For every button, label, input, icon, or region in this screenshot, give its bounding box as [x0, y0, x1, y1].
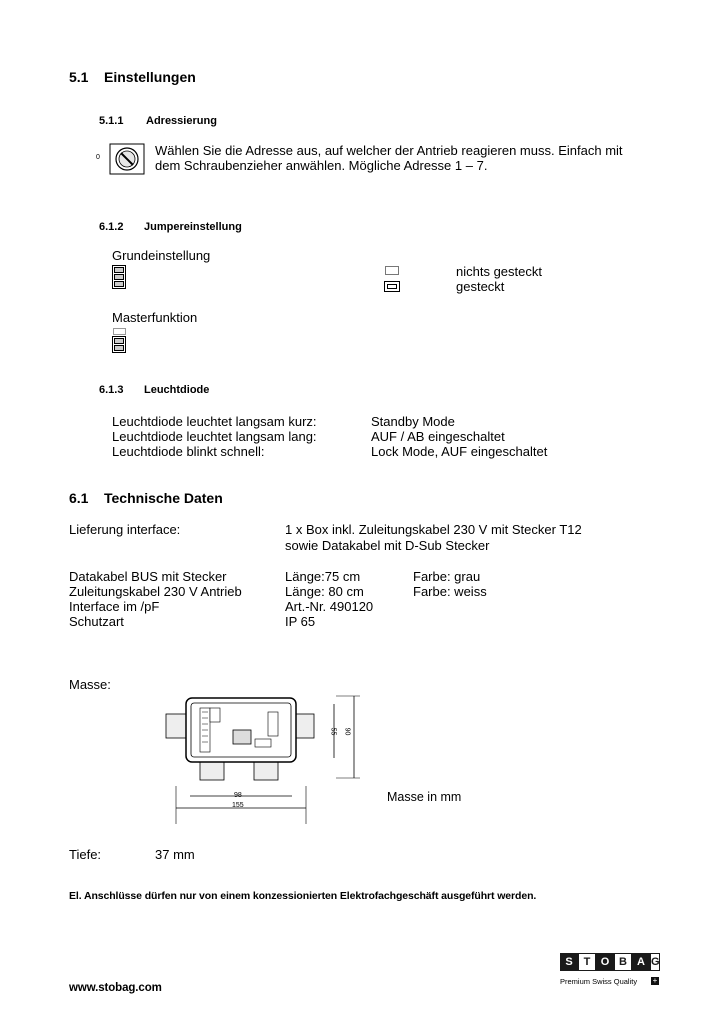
jumper-pin-icon: [114, 267, 124, 273]
subsection-number-5-1-1: 5.1.1: [99, 115, 124, 127]
spec-value: Länge:75 cm: [285, 569, 361, 584]
jumper-pin-icon: [114, 281, 124, 287]
jumper-pin-icon: [114, 338, 124, 344]
led-row-left: Leuchtdiode leuchtet langsam kurz:: [112, 414, 317, 429]
logo-letter-g: G: [650, 953, 660, 971]
spec-value: IP 65: [285, 614, 316, 629]
dimension-55: 55: [329, 727, 337, 736]
footer-url[interactable]: www.stobag.com: [69, 982, 162, 994]
logo-tagline: Premium Swiss Quality: [560, 977, 638, 986]
dial-zero-label: 0: [96, 154, 100, 161]
tiefe-value: 37 mm: [155, 847, 195, 862]
lieferung-line-1: 1 x Box inkl. Zuleitungskabel 230 V mit Stecker T12: [285, 522, 582, 537]
enclosure-drawing: [160, 690, 370, 830]
masterfunktion-label: Masterfunktion: [112, 310, 198, 325]
subsection-number-6-1-2: 6.1.2: [99, 221, 124, 233]
masse-in-mm-note: Masse in mm: [387, 790, 462, 804]
logo-letter-b: B: [614, 953, 632, 971]
address-instruction-line-2: dem Schraubenzieher anwählen. Mögliche Adresse 1 – 7.: [155, 158, 488, 173]
subsection-title-jumpereinstellung: Jumpereinstellung: [144, 221, 242, 233]
spec-label: Interface im /pF: [69, 599, 160, 614]
subsection-title-adressierung: Adressierung: [146, 115, 217, 127]
stobag-logo: [560, 953, 660, 989]
section-title-einstellungen: Einstellungen: [104, 69, 196, 85]
spec-extra: Farbe: weiss: [413, 584, 487, 599]
legend-nichts-gesteckt: nichts gesteckt: [456, 264, 542, 279]
masse-label: Masse:: [69, 677, 111, 692]
dimension-90: 90: [343, 727, 351, 736]
logo-letter-s: S: [560, 953, 578, 971]
led-row-right: Lock Mode, AUF eingeschaltet: [371, 444, 548, 459]
electrical-warning: El. Anschlüsse dürfen nur von einem konzessionierten Elektrofachgeschäft ausgeführt werden.: [69, 890, 537, 902]
spec-value: Art.-Nr. 490120: [285, 599, 374, 614]
led-row-left: Leuchtdiode blinkt schnell:: [112, 444, 265, 459]
jumper-open-pin-icon: [113, 328, 126, 335]
section-number-5-1: 5.1: [69, 69, 89, 85]
subsection-title-leuchtdiode: Leuchtdiode: [144, 384, 210, 396]
led-row-right: AUF / AB eingeschaltet: [371, 429, 505, 444]
dimension-155: 155: [232, 802, 244, 809]
jumper-pin-icon: [114, 274, 124, 280]
subsection-number-6-1-3: 6.1.3: [99, 384, 124, 396]
rotary-switch-icon: [109, 143, 145, 175]
logo-letter-a: A: [632, 953, 650, 971]
jumper-block-default-icon: [112, 265, 126, 289]
tiefe-label: Tiefe:: [69, 847, 102, 862]
spec-value: Länge: 80 cm: [285, 584, 364, 599]
jumper-set-legend-icon: [384, 281, 400, 292]
grundeinstellung-label: Grundeinstellung: [112, 248, 211, 263]
lieferung-label: Lieferung interface:: [69, 522, 181, 537]
address-instruction-line-1: Wählen Sie die Adresse aus, auf welcher der Antrieb reagieren muss. Einfach mit: [155, 143, 623, 158]
legend-gesteckt: gesteckt: [456, 279, 505, 294]
spec-label: Datakabel BUS mit Stecker: [69, 569, 227, 584]
logo-letter-o: O: [596, 953, 614, 971]
spec-label: Schutzart: [69, 614, 124, 629]
led-row-left: Leuchtdiode leuchtet langsam lang:: [112, 429, 317, 444]
dimension-98: 98: [234, 792, 242, 799]
led-row-right: Standby Mode: [371, 414, 455, 429]
spec-label: Zuleitungskabel 230 V Antrieb: [69, 584, 242, 599]
spec-extra: Farbe: grau: [413, 569, 481, 584]
section-number-6-1: 6.1: [69, 490, 89, 506]
jumper-block-master-icon: [112, 336, 126, 353]
section-title-technische-daten: Technische Daten: [104, 490, 223, 506]
logo-letter-t: T: [578, 953, 596, 971]
lieferung-line-2: sowie Datakabel mit D-Sub Stecker: [285, 538, 490, 553]
jumper-open-legend-icon: [385, 266, 399, 275]
jumper-pin-icon: [114, 345, 124, 351]
swiss-cross-icon: +: [652, 976, 658, 985]
